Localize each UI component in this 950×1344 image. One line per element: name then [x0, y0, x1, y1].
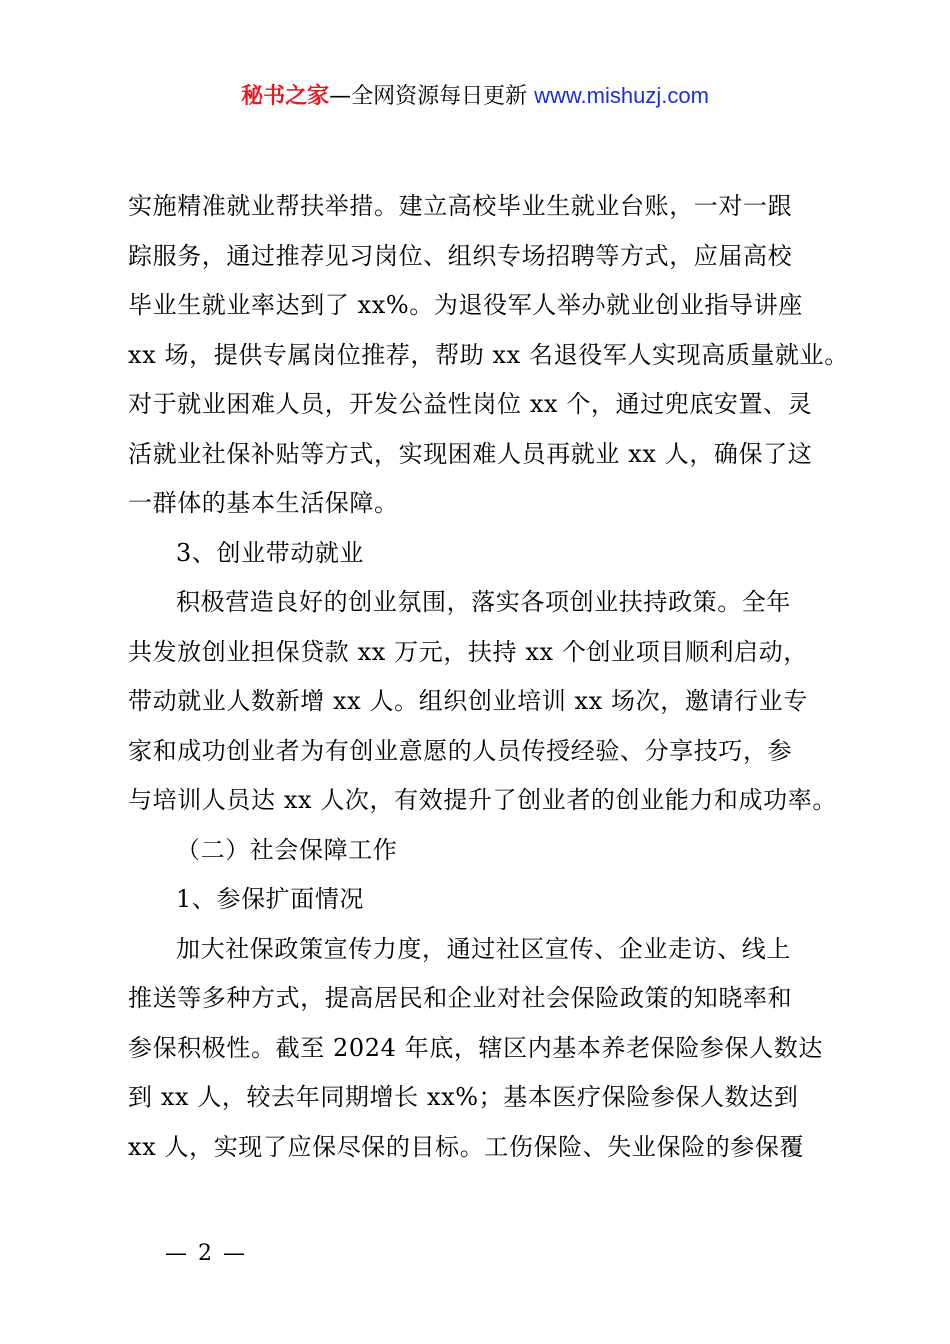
text-line: 带动就业人数新增 xx 人。组织创业培训 xx 场次，邀请行业专 — [128, 687, 808, 715]
text-line: 共发放创业担保贷款 xx 万元，扶持 xx 个创业项目顺利启动， — [128, 637, 808, 666]
text-line: 3、创业带动就业 — [176, 538, 365, 567]
text-line: 积极营造良好的创业氛围，落实各项创业扶持政策。全年 — [176, 588, 791, 616]
text-line: 推送等多种方式，提高居民和企业对社会保险政策的知晓率和 — [128, 984, 793, 1012]
text-line: 活就业社保补贴等方式，实现困难人员再就业 xx 人，确保了这 — [128, 439, 813, 468]
page-number: — 2 — — [165, 1241, 247, 1266]
text-line: 一群体的基本生活保障。 — [128, 489, 399, 517]
text-line: 加大社保政策宣传力度，通过社区宣传、企业走访、线上 — [176, 934, 791, 963]
text-line: xx 场，提供专属岗位推荐，帮助 xx 名退役军人实现高质量就业。 — [128, 340, 849, 369]
header-tagline: —全网资源每日更新 — [329, 84, 535, 109]
text-line: 踪服务，通过推荐见习岗位、组织专场招聘等方式，应届高校 — [128, 241, 793, 270]
text-line: （二）社会保障工作 — [176, 835, 398, 864]
text-line: 与培训人员达 xx 人次，有效提升了创业者的创业能力和成功率。 — [128, 786, 837, 814]
text-line: 对于就业困难人员，开发公益性岗位 xx 个，通过兜底安置、灵 — [128, 390, 813, 418]
text-line: 参保积极性。截至 2024 年底，辖区内基本养老保险参保人数达 — [128, 1033, 823, 1062]
site-url-link[interactable]: www.mishuzj.com — [534, 83, 709, 108]
text-line: xx 人，实现了应保尽保的目标。工伤保险、失业保险的参保覆 — [128, 1132, 805, 1161]
document-body — [128, 182, 849, 1172]
brand-name: 秘书之家 — [241, 84, 330, 109]
page-header — [0, 80, 950, 113]
text-line: 1、参保扩面情况 — [176, 885, 365, 913]
text-line: 家和成功创业者为有创业意愿的人员传授经验、分享技巧，参 — [128, 736, 793, 765]
text-line: 毕业生就业率达到了 xx%。为退役军人举办就业创业指导讲座 — [128, 291, 803, 319]
text-line: 实施精准就业帮扶举措。建立高校毕业生就业台账，一对一跟 — [128, 192, 793, 220]
text-line: 到 xx 人，较去年同期增长 xx%；基本医疗保险参保人数达到 — [128, 1083, 799, 1111]
